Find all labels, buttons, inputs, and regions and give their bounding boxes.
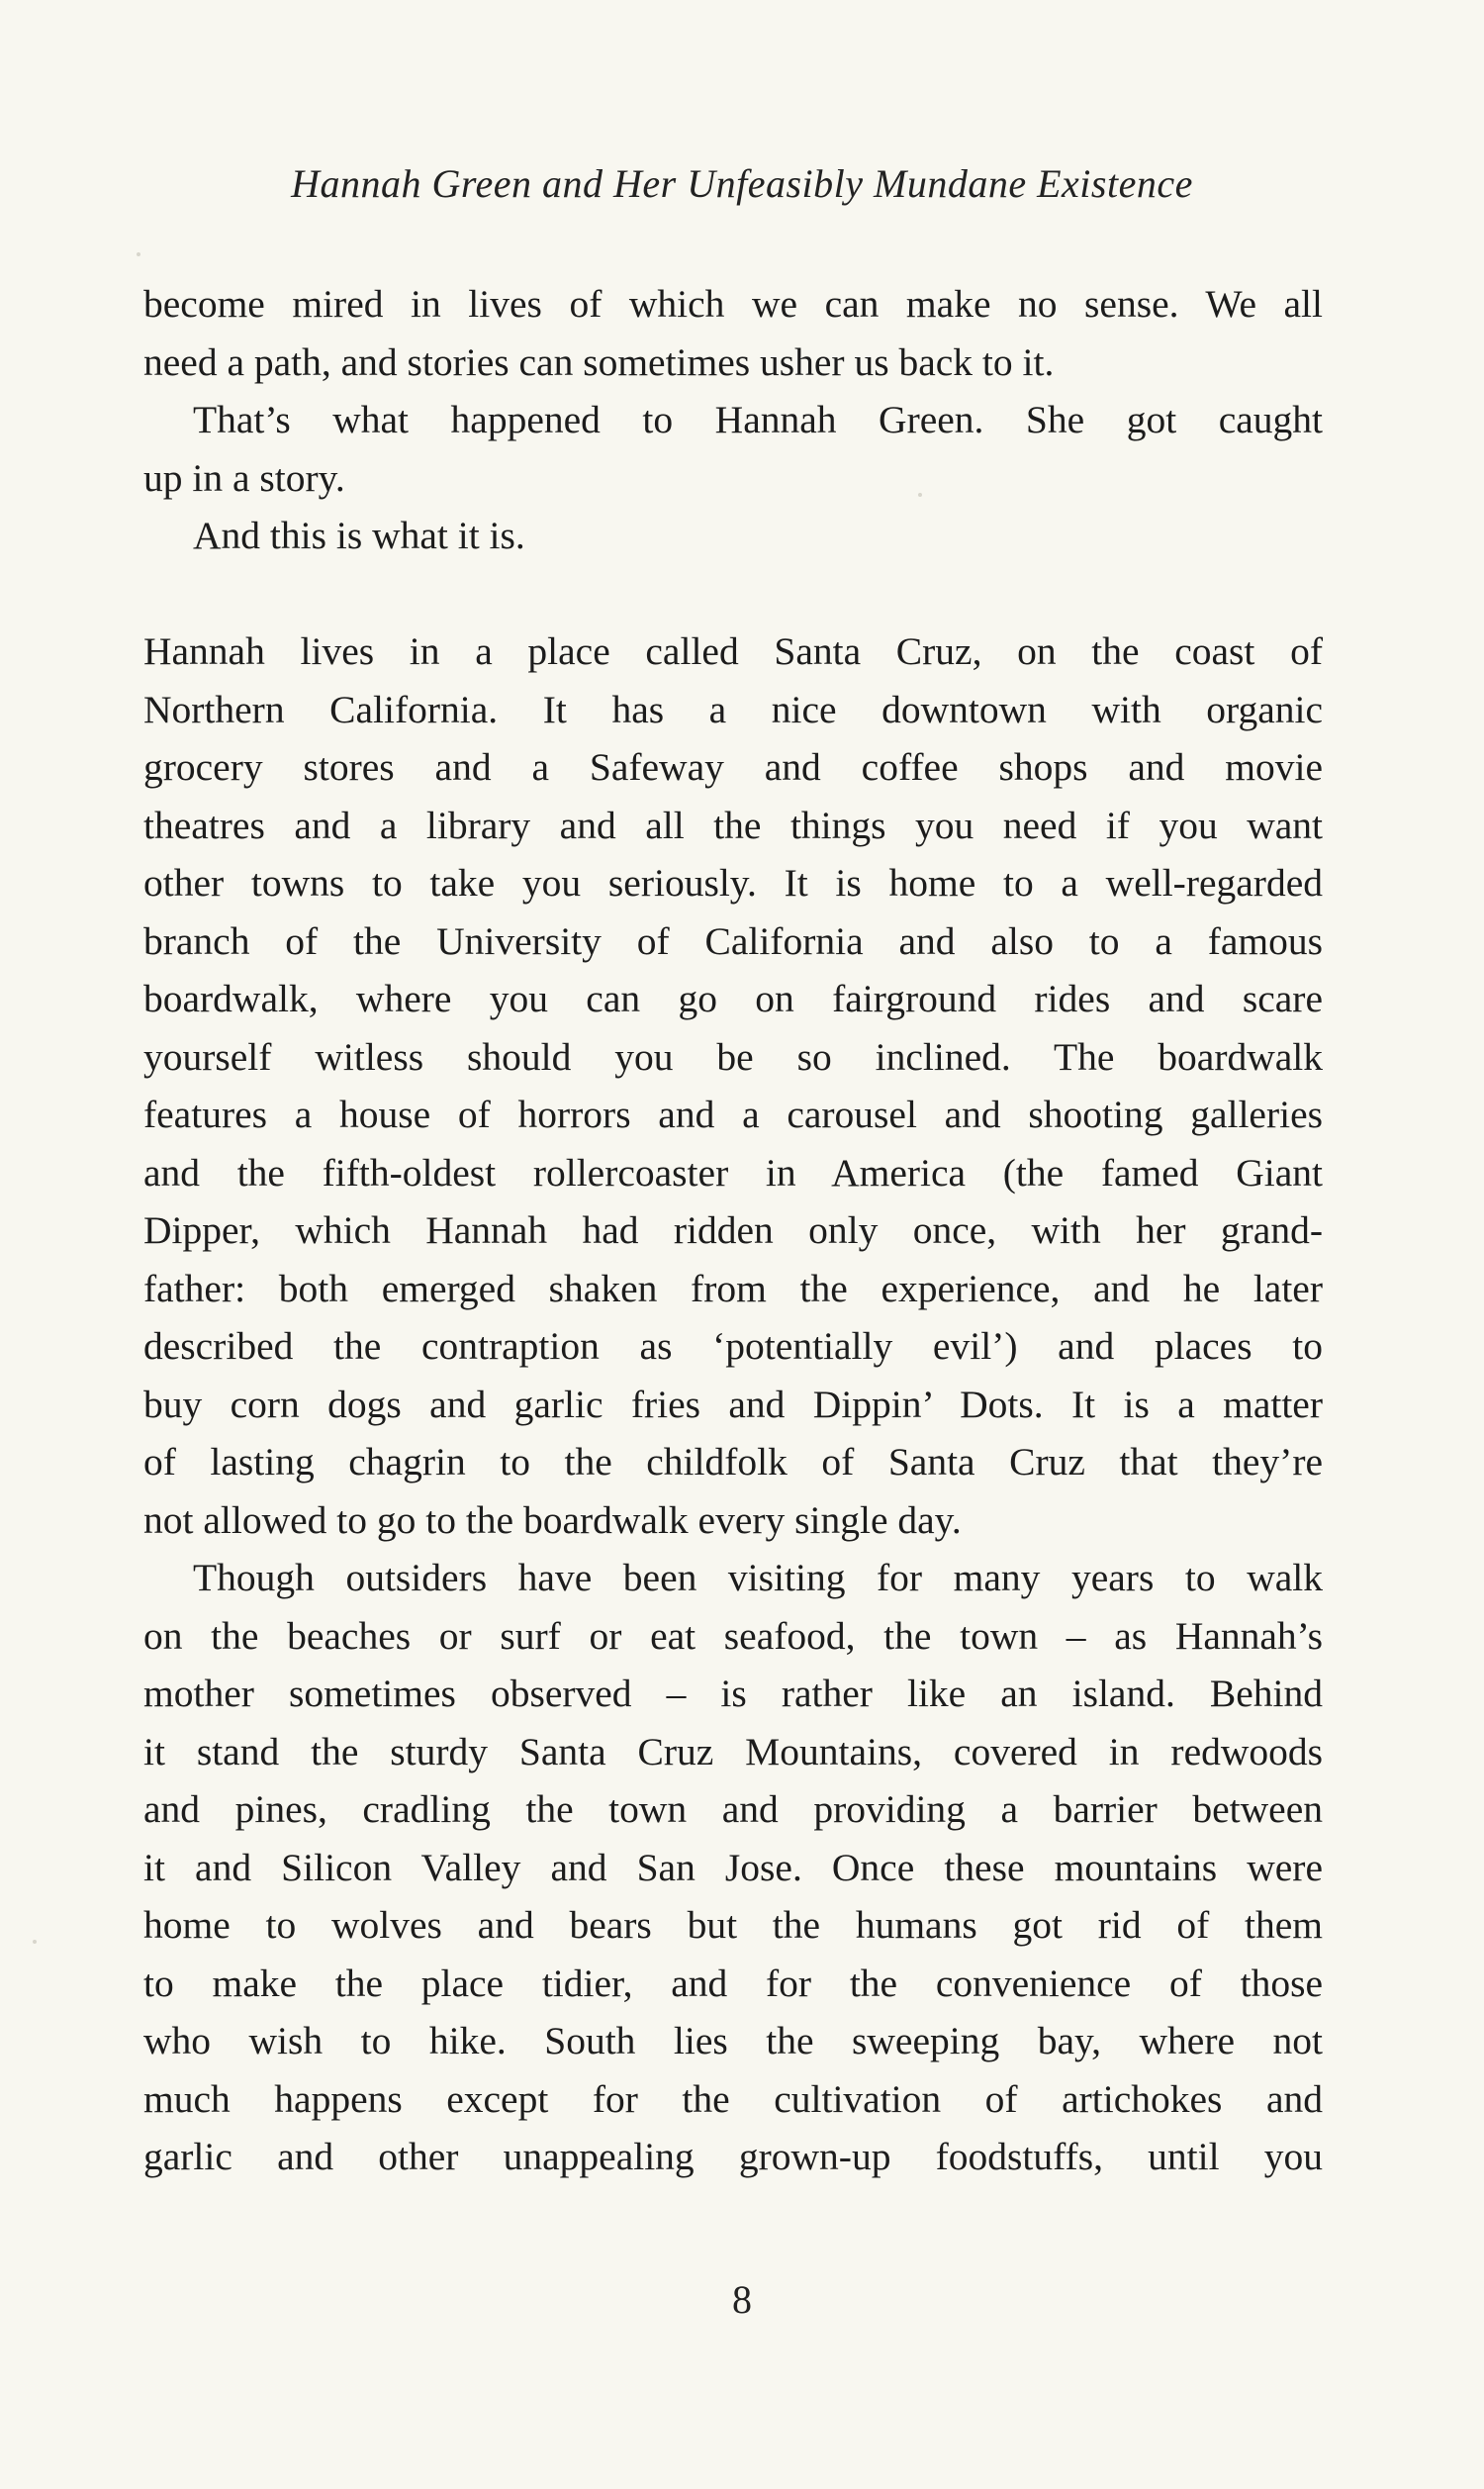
text-line: home to wolves and bears but the humans got rid of them bbox=[143, 1903, 1323, 1947]
text-line: Northern California. It has a nice downtown with organic bbox=[143, 687, 1323, 731]
text-line: That’s what happened to Hannah Green. She got caught bbox=[193, 398, 1323, 441]
text-line: branch of the University of California and also to a famous bbox=[143, 918, 1323, 963]
text-line: of lasting chagrin to the childfolk of Santa Cruz that they’re bbox=[143, 1440, 1323, 1484]
text-line: And this is what it is. bbox=[193, 514, 525, 557]
text-line: garlic and other unappealing grown-up foodstuffs, until you bbox=[143, 2135, 1323, 2178]
text-line: not allowed to go to the boardwalk every single day. bbox=[143, 1497, 962, 1542]
text-line: described the contraption as ‘potentially evil’) and places to bbox=[143, 1324, 1323, 1368]
text-line: Though outsiders have been visiting for many years to walk bbox=[193, 1556, 1323, 1599]
text-line: it stand the sturdy Santa Cruz Mountains, covered in redwoods bbox=[143, 1729, 1323, 1773]
page-number: 8 bbox=[732, 2277, 752, 2322]
body-text bbox=[143, 275, 1323, 2186]
text-line: and the fifth-oldest rollercoaster in America (the famed Giant bbox=[143, 1150, 1323, 1195]
text-line: it and Silicon Valley and San Jose. Once these mountains were bbox=[143, 1845, 1323, 1889]
running-head: Hannah Green and Her Unfeasibly Mundane Existence bbox=[291, 161, 1193, 206]
text-line: on the beaches or surf or eat seafood, the town – as Hannah’s bbox=[143, 1613, 1323, 1658]
text-line: features a house of horrors and a carousel and shooting galleries bbox=[143, 1093, 1323, 1136]
text-line: mother sometimes observed – is rather like an island. Behind bbox=[143, 1672, 1323, 1715]
text-line: yourself witless should you be so inclined. The boardwalk bbox=[143, 1034, 1323, 1079]
text-line: need a path, and stories can sometimes usher us back to it. bbox=[143, 339, 1055, 384]
text-line: up in a story. bbox=[143, 455, 345, 500]
text-line: Hannah lives in a place called Santa Cruz, on the coast of bbox=[143, 629, 1323, 673]
text-line: father: both emerged shaken from the experience, and he later bbox=[143, 1266, 1323, 1310]
text-line: become mired in lives of which we can make no sense. We all bbox=[143, 282, 1323, 326]
paper-speck bbox=[137, 252, 140, 256]
text-line: theatres and a library and all the things you need if you want bbox=[143, 803, 1323, 847]
text-line: who wish to hike. South lies the sweeping bay, where not bbox=[143, 2019, 1323, 2062]
text-line: and pines, cradling the town and providing a barrier between bbox=[143, 1787, 1323, 1831]
text-line: Dipper, which Hannah had ridden only once, with her grand- bbox=[143, 1208, 1323, 1252]
text-line: much happens except for the cultivation of artichokes and bbox=[143, 2076, 1323, 2121]
text-line: boardwalk, where you can go on fairground rides and scare bbox=[143, 977, 1323, 1020]
paper-speck bbox=[33, 1940, 37, 1944]
section-break bbox=[143, 565, 1323, 623]
paper-speck bbox=[918, 493, 922, 497]
text-line: grocery stores and a Safeway and coffee shops and movie bbox=[143, 745, 1323, 789]
text-line: buy corn dogs and garlic fries and Dippin’ Dots. It is a matter bbox=[143, 1382, 1323, 1426]
text-line: to make the place tidier, and for the convenience of those bbox=[143, 1961, 1323, 2005]
text-line: other towns to take you seriously. It is home to a well-regarded bbox=[143, 861, 1323, 905]
